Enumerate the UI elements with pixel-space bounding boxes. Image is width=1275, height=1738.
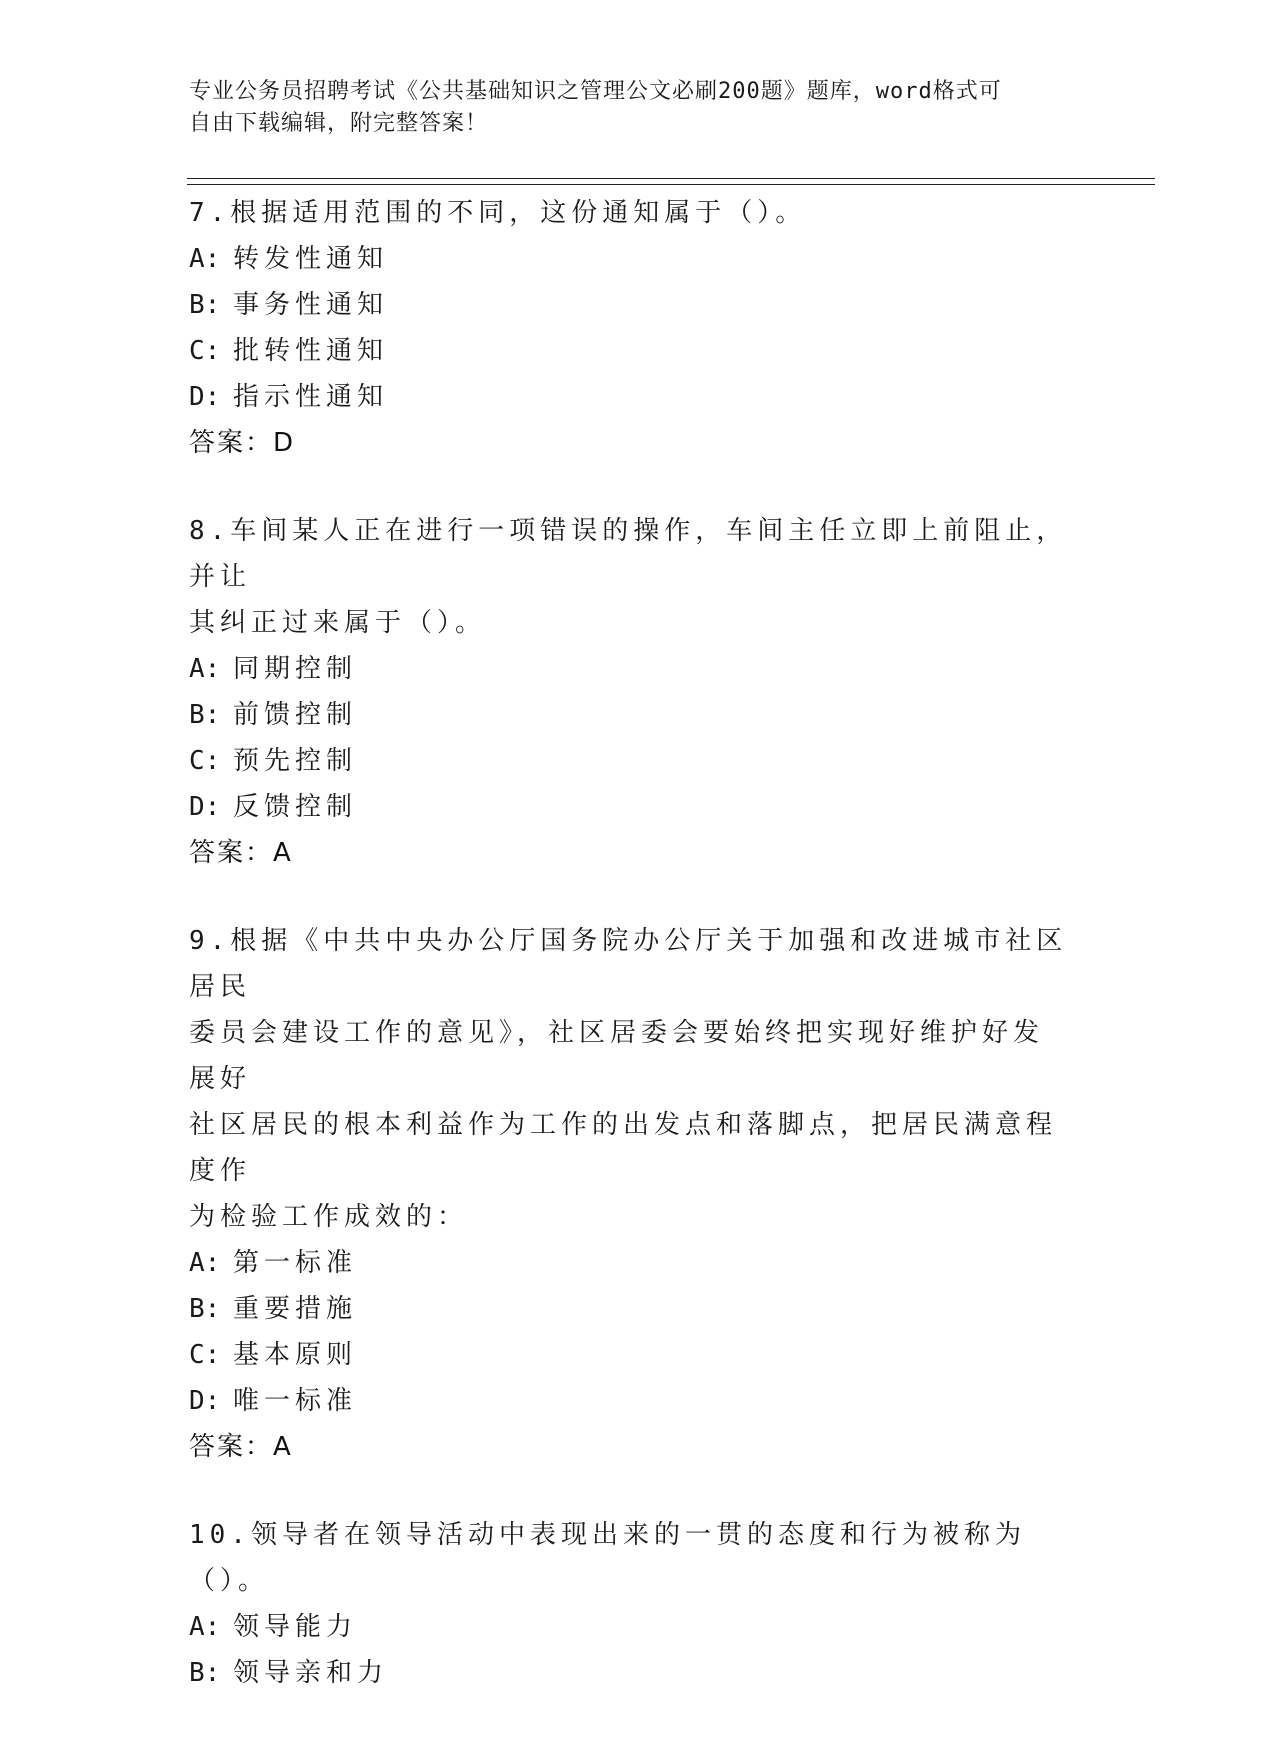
question-item <box>189 1512 1069 1696</box>
question-item <box>189 190 1069 466</box>
option-b <box>189 1286 1069 1332</box>
header-line-1: 专业公务员招聘考试《公共基础知识之管理公文必刷200题》题库，word格式可 <box>189 79 1002 104</box>
option-d <box>189 374 1069 420</box>
option-b <box>189 692 1069 738</box>
option-key: D: <box>189 1386 221 1416</box>
option-text: 指示性通知 <box>233 382 389 412</box>
option-c <box>189 738 1069 784</box>
option-text: 前馈控制 <box>233 700 358 730</box>
option-text: 转发性通知 <box>233 244 389 274</box>
header-line-2: 自由下载编辑，附完整答案！ <box>189 111 489 136</box>
option-text: 唯一标准 <box>233 1386 358 1416</box>
option-text: 第一标准 <box>233 1248 358 1278</box>
option-text: 领导亲和力 <box>233 1658 389 1688</box>
question-stem-line-1: 9.根据《中共中央办公厅国务院办公厅关于加强和改进城市社区居民 <box>189 926 1068 1002</box>
option-key: B: <box>189 290 221 320</box>
option-a <box>189 646 1069 692</box>
answer-line: 答案：D <box>189 428 296 458</box>
option-key: A: <box>189 244 221 274</box>
option-text: 预先控制 <box>233 746 358 776</box>
option-d <box>189 1378 1069 1424</box>
question-stem: 7.根据适用范围的不同，这份通知属于（）。 <box>189 198 807 228</box>
option-key: C: <box>189 1340 221 1370</box>
header-divider-bottom <box>187 184 1155 185</box>
option-key: B: <box>189 1658 221 1688</box>
option-a <box>189 1604 1069 1650</box>
question-stem: 10.领导者在领导活动中表现出来的一贯的态度和行为被称为（）。 <box>189 1520 1026 1596</box>
option-key: B: <box>189 700 221 730</box>
question-item <box>189 508 1069 876</box>
option-b <box>189 282 1069 328</box>
option-b <box>189 1650 1069 1696</box>
option-key: D: <box>189 382 221 412</box>
option-text: 反馈控制 <box>233 792 358 822</box>
question-stem-line-2: 其纠正过来属于（）。 <box>189 608 487 638</box>
question-list <box>189 190 1069 1738</box>
option-text: 重要措施 <box>233 1294 358 1324</box>
option-key: B: <box>189 1294 221 1324</box>
option-key: C: <box>189 746 221 776</box>
question-stem-line-2: 委员会建设工作的意见》，社区居委会要始终把实现好维护好发展好 <box>189 1018 1045 1094</box>
answer-line: 答案：A <box>189 838 293 868</box>
option-c <box>189 1332 1069 1378</box>
answer-line: 答案：A <box>189 1432 293 1462</box>
header-divider-top <box>187 178 1155 179</box>
question-stem-line-3: 社区居民的根本利益作为工作的出发点和落脚点，把居民满意程度作 <box>189 1110 1058 1186</box>
option-key: A: <box>189 1612 221 1642</box>
option-key: C: <box>189 336 221 366</box>
option-text: 事务性通知 <box>233 290 389 320</box>
option-text: 批转性通知 <box>233 336 389 366</box>
question-stem-line-4: 为检验工作成效的： <box>189 1202 469 1232</box>
option-a <box>189 1240 1069 1286</box>
option-a <box>189 236 1069 282</box>
option-d <box>189 784 1069 830</box>
option-text: 领导能力 <box>233 1612 358 1642</box>
option-text: 基本原则 <box>233 1340 358 1370</box>
document-header <box>189 76 1069 140</box>
option-key: A: <box>189 1248 221 1278</box>
question-item <box>189 918 1069 1470</box>
question-stem-line-1: 8.车间某人正在进行一项错误的操作，车间主任立即上前阻止，并让 <box>189 516 1068 592</box>
option-c <box>189 328 1069 374</box>
option-text: 同期控制 <box>233 654 358 684</box>
option-key: D: <box>189 792 221 822</box>
option-key: A: <box>189 654 221 684</box>
